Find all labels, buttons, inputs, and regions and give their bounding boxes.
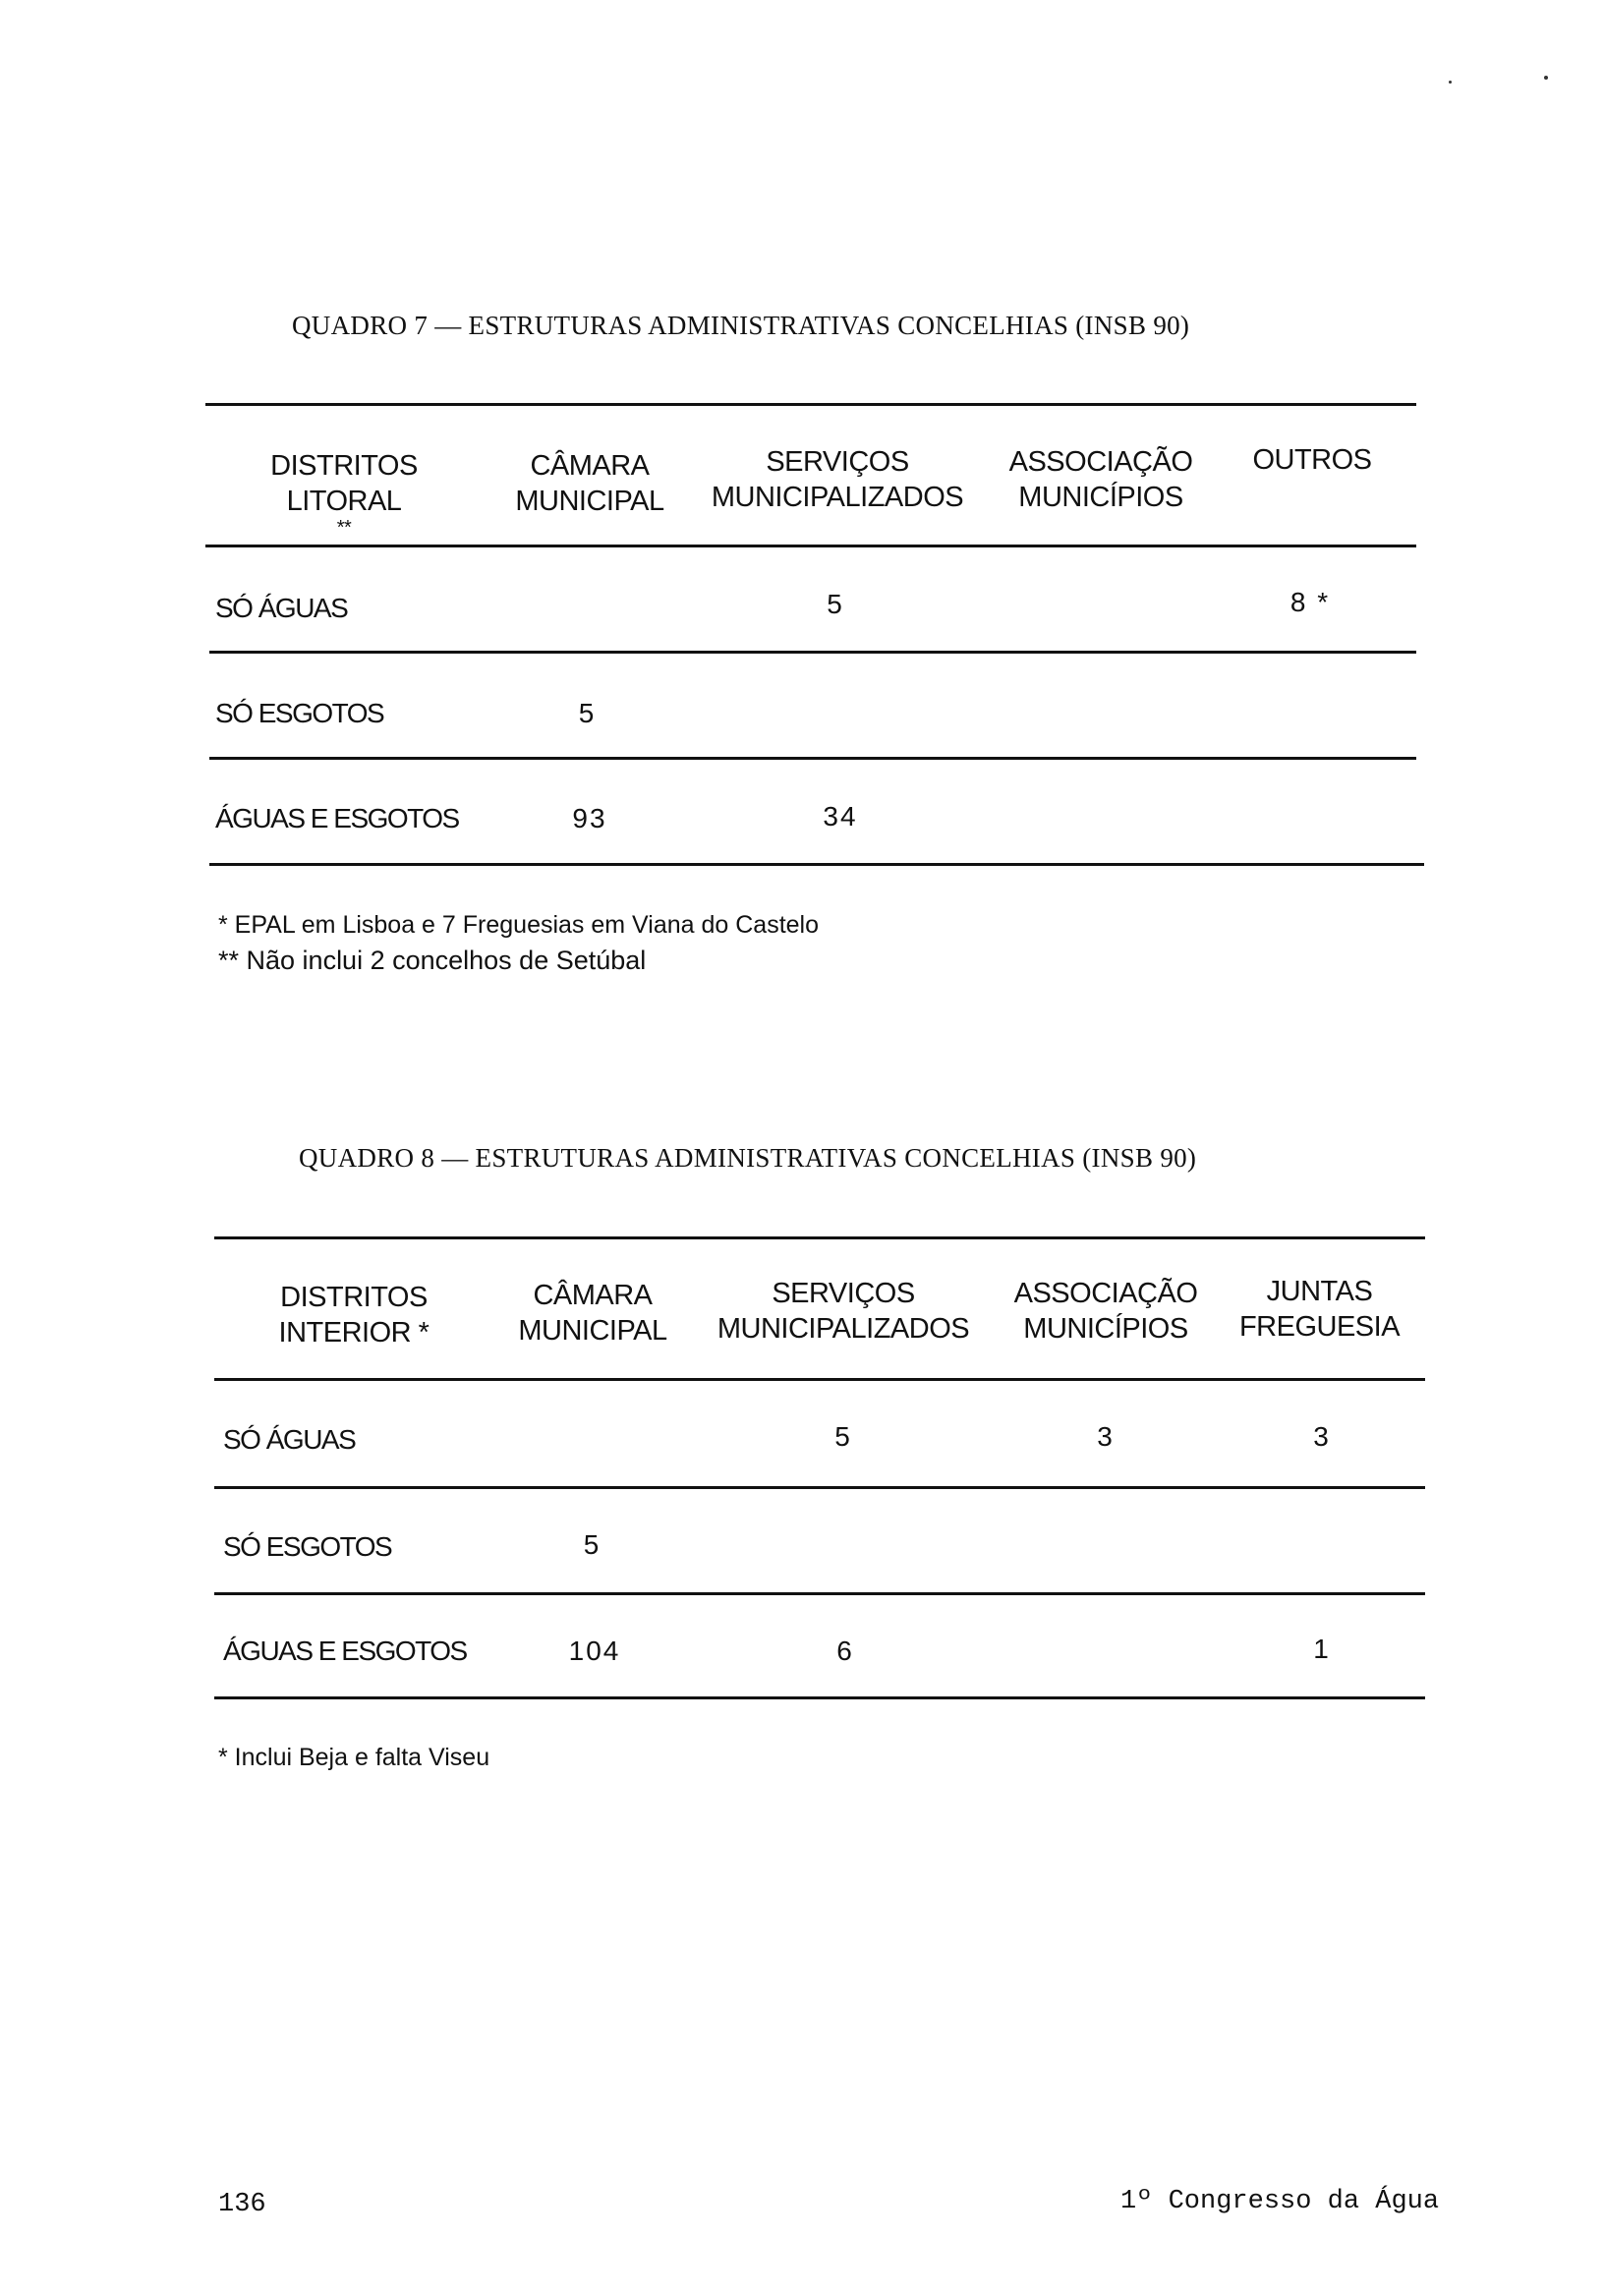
publication-title: 1º Congresso da Água <box>1120 2187 1440 2216</box>
quadro-7-row-rule <box>209 757 1416 760</box>
quadro-7-cell-camara: 5 <box>578 698 597 728</box>
quadro-8-header-associacao: ASSOCIAÇÃO MUNICÍPIOS <box>1013 1278 1198 1345</box>
quadro-7-top-rule <box>205 403 1416 406</box>
quadro-7-header-rule <box>205 545 1416 547</box>
quadro-7-row-label: ÁGUAS E ESGOTOS <box>215 803 459 833</box>
quadro-7-cell-servicos: 34 <box>823 801 858 832</box>
quadro-8-header-rule <box>214 1378 1425 1381</box>
quadro-8-cell-camara: 104 <box>568 1636 621 1666</box>
quadro-8-cell-juntas: 3 <box>1313 1421 1331 1452</box>
quadro-7-bottom-rule <box>209 863 1424 866</box>
quadro-8-footnote: * Inclui Beja e falta Viseu <box>218 1744 490 1771</box>
quadro-7-header-outros: OUTROS <box>1252 444 1372 476</box>
quadro-8-header-juntas: JUNTAS FREGUESIA <box>1238 1276 1401 1343</box>
quadro-8-top-rule <box>214 1236 1425 1239</box>
quadro-7-row-rule <box>209 651 1416 654</box>
quadro-7-header-servicos: SERVIÇOS MUNICIPALIZADOS <box>711 446 964 513</box>
page-number: 136 <box>218 2190 266 2219</box>
scan-speck <box>1544 76 1548 80</box>
quadro-8-row-rule <box>214 1486 1425 1489</box>
quadro-8-title: QUADRO 8 — ESTRUTURAS ADMINISTRATIVAS CONCELHIAS (INSB 90) <box>299 1143 1197 1173</box>
quadro-8-header-distritos: DISTRITOS INTERIOR * <box>278 1282 430 1349</box>
quadro-8-header-camara: CÂMARA MUNICIPAL <box>518 1280 667 1347</box>
quadro-8-header-servicos: SERVIÇOS MUNICIPALIZADOS <box>716 1278 970 1345</box>
quadro-8-row-label: ÁGUAS E ESGOTOS <box>223 1636 467 1666</box>
quadro-7-footnote: ** Não inclui 2 concelhos de Setúbal <box>218 946 647 975</box>
quadro-8-cell-juntas: 1 <box>1313 1634 1331 1664</box>
quadro-8-row-label: SÓ ESGOTOS <box>223 1531 392 1562</box>
quadro-8-bottom-rule <box>214 1696 1425 1699</box>
quadro-7-row-label: SÓ ÁGUAS <box>215 593 348 623</box>
quadro-8-row-rule <box>214 1592 1425 1595</box>
quadro-8-row-label: SÓ ÁGUAS <box>223 1424 356 1455</box>
quadro-7-cell-servicos: 5 <box>827 589 844 619</box>
quadro-7-cell-outros: 8 * <box>1289 587 1331 617</box>
quadro-8-cell-camara: 5 <box>583 1529 602 1560</box>
quadro-7-header-associacao: ASSOCIAÇÃO MUNICÍPIOS <box>1008 446 1193 513</box>
quadro-8-cell-servicos: 5 <box>834 1421 852 1452</box>
quadro-8-cell-associacao: 3 <box>1097 1421 1115 1452</box>
quadro-8-cell-servicos: 6 <box>836 1636 854 1666</box>
scan-speck <box>1449 81 1452 84</box>
quadro-7-header-distritos: DISTRITOS LITORAL ** <box>270 450 418 539</box>
quadro-7-header-camara: CÂMARA MUNICIPAL <box>515 450 664 517</box>
quadro-7-row-label: SÓ ESGOTOS <box>215 698 384 728</box>
quadro-7-cell-camara: 93 <box>572 803 607 833</box>
quadro-7-footnote: * EPAL em Lisboa e 7 Freguesias em Viana do Castelo <box>218 911 819 939</box>
quadro-7-title: QUADRO 7 — ESTRUTURAS ADMINISTRATIVAS CONCELHIAS (INSB 90) <box>292 311 1190 340</box>
